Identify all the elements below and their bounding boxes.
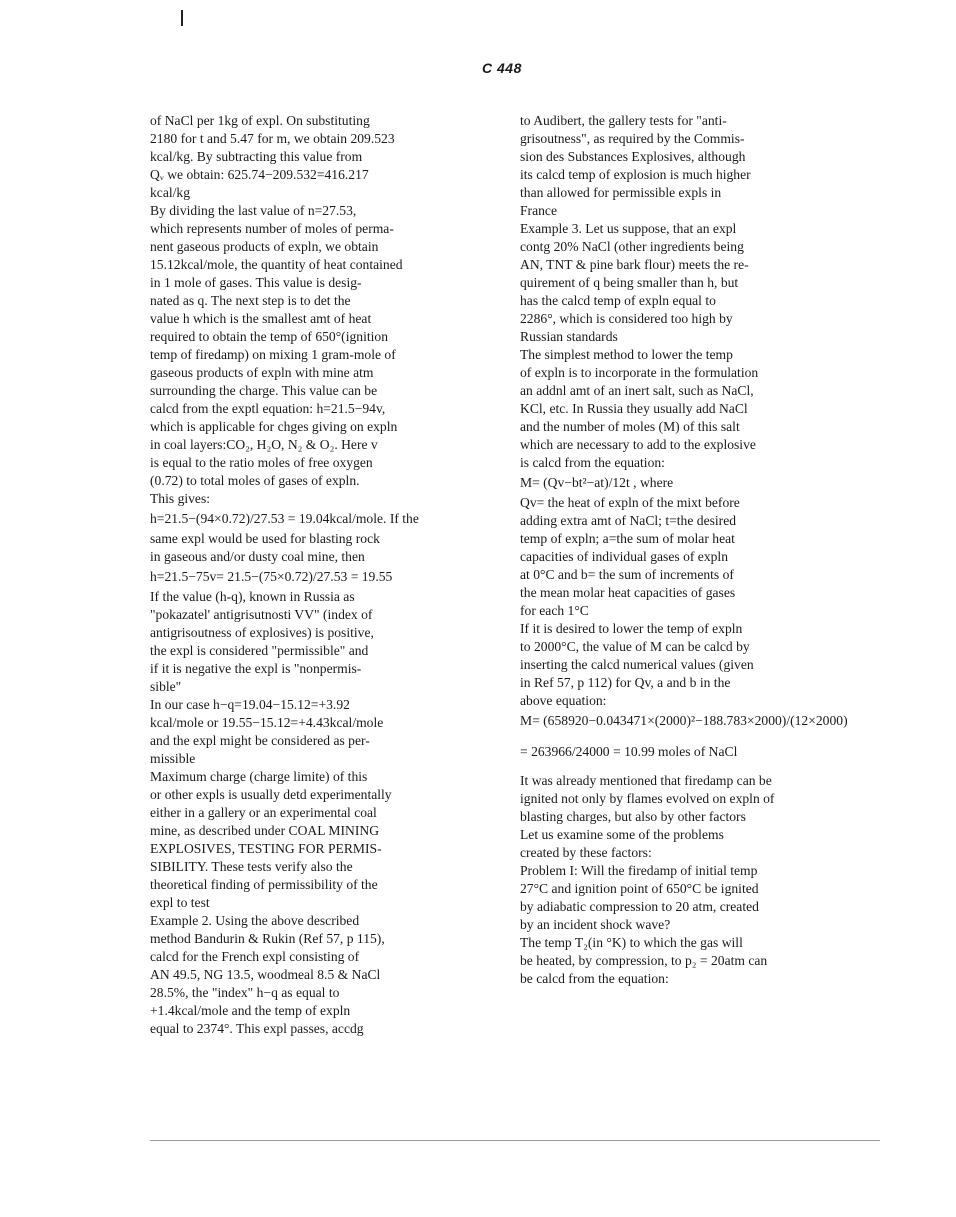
- text-line: Russian standards: [520, 329, 618, 344]
- text-line: at 0°C and b= the sum of increments of: [520, 567, 734, 582]
- text-line: of NaCl per 1kg of expl. On substituting: [150, 113, 370, 128]
- text-line: is equal to the ratio moles of free oxygen: [150, 455, 373, 470]
- margin-mark: [181, 10, 183, 26]
- text-line: This gives:: [150, 491, 211, 506]
- left-column: [150, 112, 475, 1038]
- text-line: than allowed for permissible expls in: [520, 185, 722, 200]
- text-line: contg 20% NaCl (other ingredients being: [520, 239, 744, 254]
- text-line: temp of expln; a=the sum of molar heat: [520, 531, 735, 546]
- text-line: It was already mentioned that firedamp can be: [520, 773, 772, 788]
- text-line: The temp T₂(in °K) to which the gas will: [520, 935, 743, 950]
- text-line: KCl, etc. In Russia they usually add NaCl: [520, 401, 748, 416]
- text-line: SIBILITY. These tests verify also the: [150, 859, 353, 874]
- text-line: Qv= the heat of expln of the mixt before: [520, 495, 740, 510]
- text-line: quirement of q being smaller than h, but: [520, 275, 739, 290]
- text-line: [520, 732, 860, 741]
- text-line: 2180 for t and 5.47 for m, we obtain 209.523: [150, 131, 395, 146]
- text-line: gaseous products of expln with mine atm: [150, 365, 374, 380]
- text-line: kcal/mole or 19.55−15.12=+4.43kcal/mole: [150, 715, 384, 730]
- text-line: The simplest method to lower the temp: [520, 347, 733, 362]
- text-line: In our case h−q=19.04−15.12=+3.92: [150, 697, 350, 712]
- text-line: M= (Qv−bt²−at)/12t , where: [520, 475, 674, 490]
- text-line: same expl would be used for blasting rock: [150, 531, 380, 546]
- text-line: Qᵥ we obtain: 625.74−209.532=416.217: [150, 167, 369, 182]
- text-line: which is applicable for chges giving on expln: [150, 419, 398, 434]
- text-line: inserting the calcd numerical values (given: [520, 657, 754, 672]
- text-line: [520, 763, 860, 772]
- text-line: surrounding the charge. This value can be: [150, 383, 378, 398]
- text-line: calcd for the French expl consisting of: [150, 949, 360, 964]
- text-line: has the calcd temp of expln equal to: [520, 293, 716, 308]
- text-line: nent gaseous products of expln, we obtain: [150, 239, 379, 254]
- text-line: ignited not only by flames evolved on expln of: [520, 791, 775, 806]
- text-line: its calcd temp of explosion is much higher: [520, 167, 751, 182]
- text-line: EXPLOSIVES, TESTING FOR PERMIS-: [150, 841, 382, 856]
- text-line: in coal layers:CO₂, H₂O, N₂ & O₂. Here v: [150, 437, 378, 452]
- text-line: kcal/kg. By subtracting this value from: [150, 149, 363, 164]
- text-line: temp of firedamp) on mixing 1 gram-mole of: [150, 347, 396, 362]
- text-line: adding extra amt of NaCl; t=the desired: [520, 513, 737, 528]
- text-line: 27°C and ignition point of 650°C be ignited: [520, 881, 759, 896]
- text-line: h=21.5−(94×0.72)/27.53 = 19.04kcal/mole. If the: [150, 511, 419, 526]
- text-line: mine, as described under COAL MINING: [150, 823, 380, 838]
- text-line: antigrisoutness of explosives) is positive,: [150, 625, 374, 640]
- text-line: value h which is the smallest amt of heat: [150, 311, 372, 326]
- text-line: Problem I: Will the firedamp of initial temp: [520, 863, 758, 878]
- text-line: (0.72) to total moles of gases of expln.: [150, 473, 360, 488]
- text-line: calcd from the exptl equation: h=21.5−94v,: [150, 401, 386, 416]
- text-line: to 2000°C, the value of M can be calcd by: [520, 639, 750, 654]
- text-line: Maximum charge (charge limite) of this: [150, 769, 368, 784]
- text-line: "pokazatel' antigrisutnosti VV" (index of: [150, 607, 373, 622]
- text-line: be heated, by compression, to p₂ = 20atm can: [520, 953, 768, 968]
- text-line: an addnl amt of an inert salt, such as NaCl,: [520, 383, 754, 398]
- text-line: by an incident shock wave?: [520, 917, 671, 932]
- text-line: 15.12kcal/mole, the quantity of heat contained: [150, 257, 403, 272]
- text-line: By dividing the last value of n=27.53,: [150, 203, 357, 218]
- text-line: the mean molar heat capacities of gases: [520, 585, 736, 600]
- text-line: method Bandurin & Rukin (Ref 57, p 115),: [150, 931, 385, 946]
- text-line: Example 3. Let us suppose, that an expl: [520, 221, 737, 236]
- text-line: which represents number of moles of perma-: [150, 221, 394, 236]
- text-line: h=21.5−75v= 21.5−(75×0.72)/27.53 = 19.55: [150, 569, 393, 584]
- text-line: for each 1°C: [520, 603, 589, 618]
- text-line: is calcd from the equation:: [520, 455, 665, 470]
- text-line: AN, TNT & pine bark flour) meets the re-: [520, 257, 749, 272]
- text-line: be calcd from the equation:: [520, 971, 669, 986]
- page-number: C 448: [482, 60, 522, 76]
- text-line: M= (658920−0.043471×(2000)²−188.783×2000)/(12×2000): [520, 713, 848, 728]
- text-line: above equation:: [520, 693, 607, 708]
- text-line: of expln is to incorporate in the formulation: [520, 365, 759, 380]
- text-line: Let us examine some of the problems: [520, 827, 724, 842]
- text-line: +1.4kcal/mole and the temp of expln: [150, 1003, 351, 1018]
- text-line: missible: [150, 751, 196, 766]
- text-line: France: [520, 203, 557, 218]
- bottom-rule: [150, 1140, 880, 1141]
- text-line: capacities of individual gases of expln: [520, 549, 728, 564]
- text-line: grisoutness", as required by the Commis-: [520, 131, 745, 146]
- text-line: theoretical finding of permissibility of the: [150, 877, 378, 892]
- text-line: If it is desired to lower the temp of expln: [520, 621, 743, 636]
- text-line: by adiabatic compression to 20 atm, created: [520, 899, 759, 914]
- text-line: the expl is considered "permissible" and: [150, 643, 369, 658]
- text-line: expl to test: [150, 895, 210, 910]
- text-line: and the number of moles (M) of this salt: [520, 419, 740, 434]
- text-line: Example 2. Using the above described: [150, 913, 360, 928]
- right-column: [520, 112, 860, 988]
- text-line: sion des Substances Explosives, although: [520, 149, 746, 164]
- text-line: in gaseous and/or dusty coal mine, then: [150, 549, 365, 564]
- text-line: or other expls is usually detd experimentally: [150, 787, 392, 802]
- text-line: sible": [150, 679, 182, 694]
- text-line: required to obtain the temp of 650°(ignition: [150, 329, 388, 344]
- text-line: to Audibert, the gallery tests for "anti-: [520, 113, 727, 128]
- text-line: created by these factors:: [520, 845, 652, 860]
- text-line: = 263966/24000 = 10.99 moles of NaCl: [520, 744, 738, 759]
- text-line: in 1 mole of gases. This value is desig-: [150, 275, 362, 290]
- text-line: in Ref 57, p 112) for Qv, a and b in the: [520, 675, 731, 690]
- text-line: 28.5%, the "index" h−q as equal to: [150, 985, 340, 1000]
- text-line: If the value (h-q), known in Russia as: [150, 589, 355, 604]
- text-line: equal to 2374°. This expl passes, accdg: [150, 1021, 364, 1036]
- text-line: which are necessary to add to the explosive: [520, 437, 756, 452]
- text-line: either in a gallery or an experimental coal: [150, 805, 377, 820]
- text-line: 2286°, which is considered too high by: [520, 311, 733, 326]
- text-line: if it is negative the expl is "nonpermis-: [150, 661, 362, 676]
- text-line: nated as q. The next step is to det the: [150, 293, 351, 308]
- text-line: kcal/kg: [150, 185, 191, 200]
- text-line: blasting charges, but also by other factors: [520, 809, 746, 824]
- text-line: and the expl might be considered as per-: [150, 733, 370, 748]
- text-line: AN 49.5, NG 13.5, woodmeal 8.5 & NaCl: [150, 967, 381, 982]
